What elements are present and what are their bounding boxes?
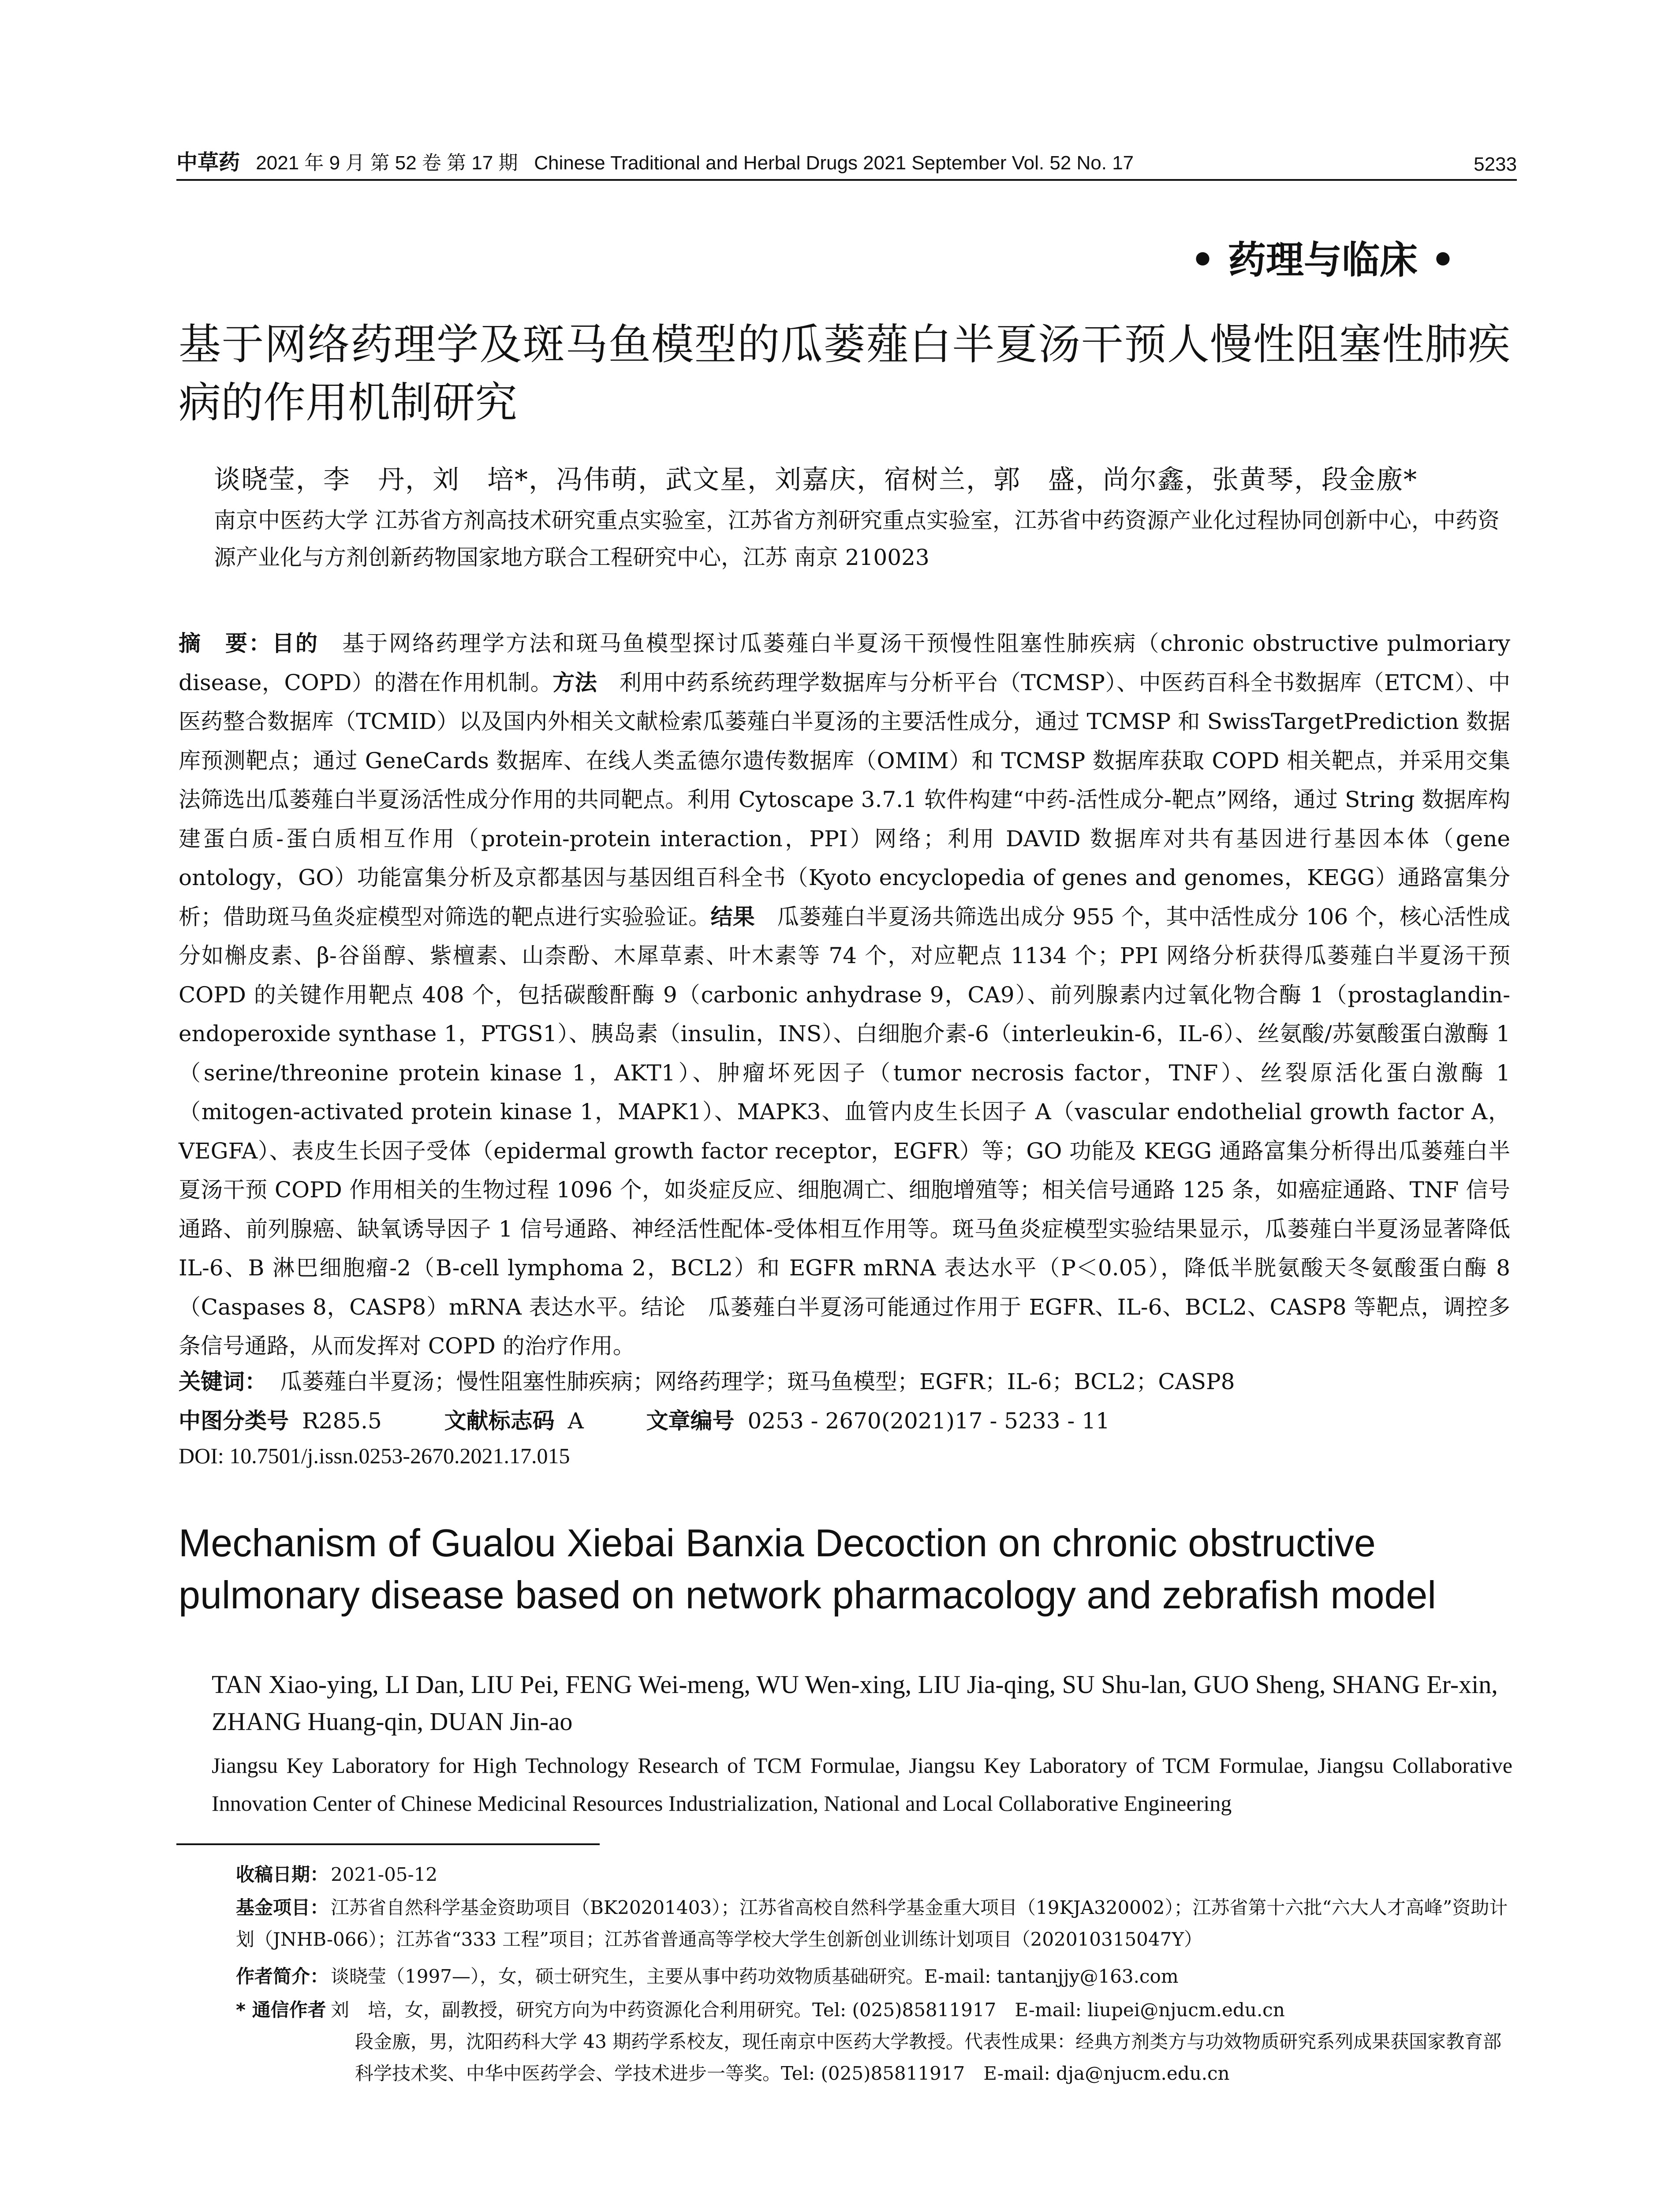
title-cn: 基于网络药理学及斑马鱼模型的瓜蒌薤白半夏汤干预人慢性阻塞性肺疾病的作用机制研究	[179, 320, 1510, 427]
abstract-label: 摘 要：	[179, 631, 273, 656]
fund-label: 基金项目：	[236, 1897, 329, 1918]
footnote-bio	[236, 1961, 1515, 1992]
section-label: • 药理与临床 •	[1191, 238, 1455, 282]
bio-text: 谈晓莹（1997—），女，硕士研究生，主要从事中药功效物质基础研究。E-mail: tantanjjy@163.com	[331, 1966, 1179, 1987]
article-number-value: 0253 - 2670(2021)17 - 5233 - 11	[747, 1408, 1110, 1434]
footnote-divider	[176, 1843, 600, 1845]
correspondence-1: 刘 培，女，副教授，研究方向为中药资源化合利用研究。Tel: (025)85811917 E-mail: liupei@njucm.edu.cn	[331, 1999, 1285, 2021]
correspondence-label: * 通信作者	[236, 1999, 326, 2021]
bio-label: 作者简介：	[236, 1966, 329, 1987]
title-en: Mechanism of Gualou Xiebai Banxia Decoction on chronic obstructive pulmonary disease based on network pharmacology and zebrafish model	[179, 1521, 1436, 1617]
objective-label: 目的	[272, 631, 319, 656]
clc-label: 中图分类号	[179, 1408, 289, 1434]
keywords-label: 关键词：	[179, 1369, 267, 1394]
page-number: 5233	[1474, 153, 1517, 175]
running-header	[176, 145, 1517, 181]
classification	[179, 1403, 1110, 1435]
clc-value: R285.5	[302, 1408, 382, 1434]
method-label: 方法	[553, 669, 597, 695]
doc-code-value: A	[567, 1408, 584, 1434]
journal-name-cn: 中草药	[176, 151, 240, 174]
issue-cn: 2021 年 9 月 第 52 卷 第 17 期	[256, 152, 518, 174]
keywords	[179, 1364, 1510, 1396]
abstract	[179, 624, 1510, 1366]
affiliation-en: Jiangsu Key Laboratory for High Technology Research of TCM Formulae, Jiangsu Key Laboratory of TCM Formulae, Jiangsu Collaborative Innovation Center of Chinese Medicinal Resources Industrialization, National and Local Collaborative Engineering	[212, 1753, 1512, 1816]
affiliation-cn: 南京中医药大学 江苏省方剂高技术研究重点实验室，江苏省方剂研究重点实验室，江苏省中药资源产业化过程协同创新中心，中药资源产业化与方剂创新药物国家地方联合工程研究中心，江苏 南京 210023	[214, 508, 1500, 570]
doi: DOI: 10.7501/j.issn.0253-2670.2021.17.015	[179, 1443, 570, 1468]
header-left	[176, 145, 1134, 176]
footnote-correspondence	[236, 1994, 1515, 2089]
issue-en: Chinese Traditional and Herbal Drugs 2021 September Vol. 52 No. 17	[534, 152, 1134, 174]
doc-code-label: 文献标志码	[444, 1408, 555, 1434]
method-text: 利用中药系统药理学数据库与分析平台（TCMSP）、中医药百科全书数据库（ETCM）、中医药整合数据库（TCMID）以及国内外相关文献检索瓜蒌薤白半夏汤的主要活性成分，通过 TCMSP 和 SwissTargetPrediction 数据库预测靶点；通过 GeneCards 数据库、在线人类孟德尔遗传数据库（OMIM）和 TCMSP 数据库获取 COPD 相关靶点，并采用交集法筛选出瓜蒌薤白半夏汤活性成分作用的共同靶点。利用 Cytoscape 3.7.1 软件构建“中药-活性成分-靶点”网络，通过 String 数据库构建蛋白质-蛋白质相互作用（protein-protein interaction，PPI）网络；利用 DAVID 数据库对共有基因进行基因本体（gene ontology，GO）功能富集分析及京都基因与基因组百科全书（Kyoto encyclopedia of genes and genomes，KEGG）通路富集分析；借助斑马鱼炎症模型对筛选的靶点进行实验验证。	[179, 669, 1511, 930]
authors-cn: 谈晓莹，李 丹，刘 培*，冯伟萌，武文星，刘嘉庆，宿树兰，郭 盛，尚尔鑫，张黄琴，段金廒*	[214, 464, 1418, 495]
correspondence-2: 段金廒，男，沈阳药科大学 43 期药学系校友，现任南京中医药大学教授。代表性成果：经典方剂类方与功效物质研究系列成果获国家教育部科学技术奖、中华中医药学会、学技术进步一等奖。Tel: (025)85811917 E-mail: dja@njucm.edu.cn	[355, 2031, 1502, 2084]
result-label: 结果	[710, 904, 755, 930]
footnote-fund	[236, 1892, 1515, 1955]
keywords-text: 瓜蒌薤白半夏汤；慢性阻塞性肺疾病；网络药理学；斑马鱼模型；EGFR；IL-6；BCL2；CASP8	[280, 1369, 1235, 1394]
authors-en: TAN Xiao-ying, LI Dan, LIU Pei, FENG Wei-meng, WU Wen-xing, LIU Jia-qing, SU Shu-lan, GUO Sheng, SHANG Er-xin, ZHANG Huang-qin, DUAN Jin-ao	[212, 1670, 1498, 1736]
fund-text: 江苏省自然科学基金资助项目（BK20201403）；江苏省高校自然科学基金重大项目（19KJA320002）；江苏省第十六批“六大人才高峰”资助计划（JNHB-066）；江苏省“333 工程”项目；江苏省普通高等学校大学生创新创业训练计划项目（202010315047Y）	[236, 1897, 1508, 1950]
footnote-received	[236, 1859, 1515, 1891]
result-text: 瓜蒌薤白半夏汤共筛选出成分 955 个，其中活性成分 106 个，核心活性成分如槲皮素、β-谷甾醇、紫檀素、山柰酚、木犀草素、叶木素等 74 个，对应靶点 1134 个；PPI 网络分析获得瓜蒌薤白半夏汤干预 COPD 的关键作用靶点 408 个，包括碳酸酐酶 9（carbonic anhydrase 9，CA9）、前列腺素内过氧化物合酶 1（prostaglandin-endoperoxide synthase 1，PTGS1）、胰岛素（insulin，INS）、白细胞介素-6（interleukin-6，IL-6）、丝氨酸/苏氨酸蛋白激酶 1（serine/threonine protein kinase 1，AKT1）、肿瘤坏死因子（tumor necrosis factor，TNF）、丝裂原活化蛋白激酶 1（mitogen-activated protein kinase 1，MAPK1）、MAPK3、血管内皮生长因子 A（vascular endothelial growth factor A，VEGFA）、表皮生长因子受体（epidermal growth factor receptor，EGFR）等；GO 功能及 KEGG 通路富集分析得出瓜蒌薤白半夏汤干预 COPD 作用相关的生物过程 1096 个，如炎症反应、细胞凋亡、细胞增殖等；相关信号通路 125 条，如癌症通路、TNF 信号通路、前列腺癌、缺氧诱导因子 1 信号通路、神经活性配体-受体相互作用等。斑马鱼炎症模型实验结果显示，瓜蒌薤白半夏汤显著降低 IL-6、B 淋巴细胞瘤-2（B-cell lymphoma 2，BCL2）和 EGFR mRNA 表达水平（P＜0.05），降低半胱氨酸天冬氨酸蛋白酶 8（Caspases 8，CASP8）mRNA 表达水平。结论 瓜蒌薤白半夏汤可能通过作用于 EGFR、IL-6、BCL2、CASP8 等靶点，调控多条信号通路，从而发挥对 COPD 的治疗作用。	[179, 904, 1511, 1359]
article-number-label: 文章编号	[646, 1408, 735, 1434]
received-label: 收稿日期：	[236, 1864, 329, 1885]
received-date: 2021-05-12	[331, 1864, 438, 1885]
objective-text: 基于网络药理学方法和斑马鱼模型探讨瓜蒌薤白半夏汤干预慢性阻塞性肺疾病（chronic obstructive pulmoriary disease，COPD）的潜在作用机制。	[179, 631, 1510, 695]
